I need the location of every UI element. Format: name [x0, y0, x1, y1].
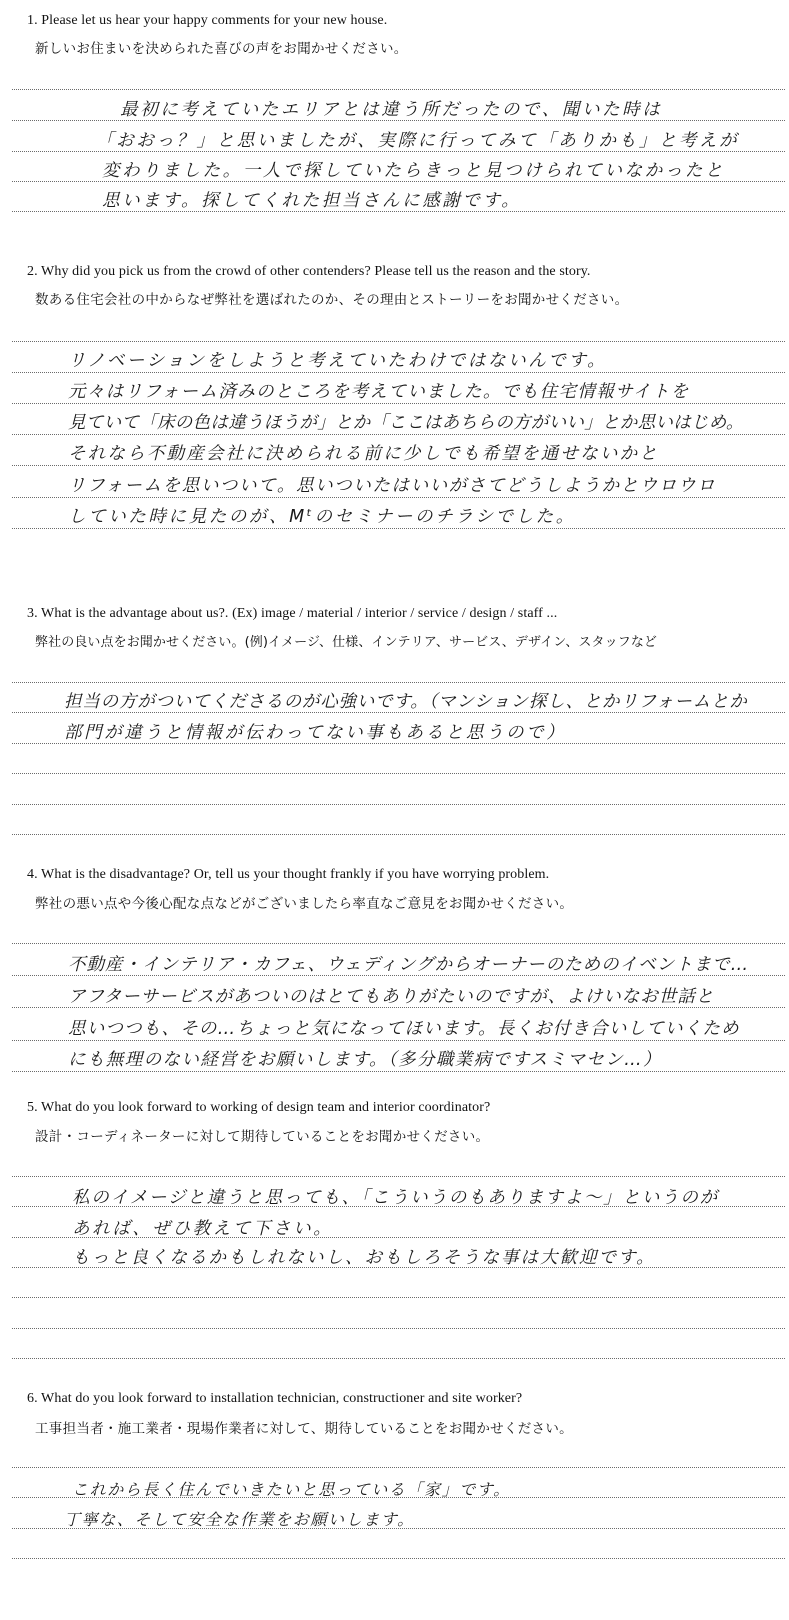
- answer-4-line-2: アフターサービスがあついのはとてもありがたいのですが、よけいなお世話と: [68, 987, 715, 1007]
- answer-line: [12, 1040, 785, 1041]
- question-3-english: 3. What is the advantage about us?. (Ex) image / material / interior / service / design / staff ...: [27, 606, 558, 621]
- answer-line: [12, 341, 785, 342]
- answer-5-line-1: 私のイメージと違うと思っても、「こういうのもありますよ～」というのが: [72, 1188, 719, 1208]
- answer-1-line-2: 「おおっ？」と思いましたが、実際に行ってみて「ありかも」と考えが: [96, 131, 740, 151]
- answer-line: [12, 528, 785, 529]
- question-1-english: 1. Please let us hear your happy comments for your new house.: [27, 13, 388, 28]
- answer-3-line-1: 担当の方がついてくださるのが心強いです。（マンション探し、とかリフォームとか: [64, 692, 748, 712]
- answer-5-line-2: あれば、ぜひ教えて下さい。: [72, 1219, 334, 1239]
- question-3-japanese: 弊社の良い点をお聞かせください。(例)イメージ、仕様、インテリア、サービス、デザイン、スタッフなど: [35, 635, 658, 650]
- answer-2-line-2: 元々はリフォーム済みのところを考えていました。でも住宅情報サイトを: [68, 382, 690, 402]
- answer-line: [12, 773, 785, 774]
- answer-4-line-1: 不動産・インテリア・カフェ、ウェディングからオーナーのためのイベントまで…: [68, 955, 750, 975]
- answer-2-line-1: リノベーションをしようと考えていたわけではないんです。: [68, 351, 608, 371]
- answer-line: [12, 1176, 785, 1177]
- answer-2-line-5: リフォームを思いついて。思いついたはいいがさてどうしようかとウロウロ: [68, 476, 717, 496]
- answer-line: [12, 434, 785, 435]
- answer-1-line-4: 思います。探してくれた担当さんに感謝です。: [102, 191, 522, 211]
- answer-4-line-4: にも無理のない経営をお願いします。（多分職業病ですスミマセン…）: [68, 1050, 662, 1070]
- answer-line: [12, 403, 785, 404]
- question-1-japanese: 新しいお住まいを決められた喜びの声をお聞かせください。: [35, 41, 408, 57]
- answer-line: [12, 1297, 785, 1298]
- answer-1-line-3: 変わりました。一人で探していたらきっと見つけられていなかったと: [102, 161, 726, 181]
- answer-line: [12, 465, 785, 466]
- question-4-japanese: 弊社の悪い点や今後心配な点などがございましたら率直なご意見をお聞かせください。: [35, 896, 574, 912]
- answer-line: [12, 804, 785, 805]
- answer-2-line-6: していた時に見たのが、Mᵗのセミナーのチラシでした。: [68, 507, 576, 527]
- question-2-japanese: 数ある住宅会社の中からなぜ弊社を選ばれたのか、その理由とストーリーをお聞かせください。: [35, 292, 629, 308]
- answer-4-line-3: 思いつつも、その…ちょっと気になってほいます。長くお付き合いしていくため: [68, 1019, 740, 1039]
- answer-5-line-3: もっと良くなるかもしれないし、おもしろそうな事は大歓迎です。: [72, 1248, 656, 1268]
- question-4-english: 4. What is the disadvantage? Or, tell us your thought frankly if you have worrying problem.: [27, 867, 550, 882]
- answer-6-line-1: これから長く住んでいきたいと思っている「家」です。: [72, 1480, 511, 1499]
- question-2-english: 2. Why did you pick us from the crowd of other contenders? Please tell us the reason and the story.: [27, 264, 591, 279]
- answer-2-line-3: 見ていて「床の色は違うほうが」とか「ここはあちらの方がいい」とか思いはじめ。: [68, 413, 744, 433]
- answer-line: [12, 1467, 785, 1468]
- answer-line: [12, 834, 785, 835]
- answer-line: [12, 497, 785, 498]
- answer-line: [12, 89, 785, 90]
- question-6-japanese: 工事担当者・施工業者・現場作業者に対して、期待していることをお聞かせください。: [35, 1421, 573, 1437]
- answer-line: [12, 372, 785, 373]
- answer-line: [12, 1071, 785, 1072]
- answer-line: [12, 1328, 785, 1329]
- question-5-japanese: 設計・コーディネーターに対して期待していることをお聞かせください。: [35, 1129, 490, 1145]
- answer-line: [12, 1358, 785, 1359]
- answer-line: [12, 682, 785, 683]
- answer-6-line-2: 丁寧な、そして安全な作業をお願いします。: [64, 1510, 415, 1529]
- answer-2-line-4: それなら不動産会社に決められる前に少しでも希望を通せないかと: [68, 444, 659, 464]
- question-5-english: 5. What do you look forward to working of design team and interior coordinator?: [27, 1100, 491, 1115]
- answer-line: [12, 1558, 785, 1559]
- answer-line: [12, 943, 785, 944]
- answer-1-line-1: 最初に考えていたエリアとは違う所だったので、聞いた時は: [120, 100, 663, 120]
- question-6-english: 6. What do you look forward to installation technician, constructioner and site worker?: [27, 1391, 523, 1406]
- answer-3-line-2: 部門が違うと情報が伝わってない事もあると思うので）: [64, 723, 567, 743]
